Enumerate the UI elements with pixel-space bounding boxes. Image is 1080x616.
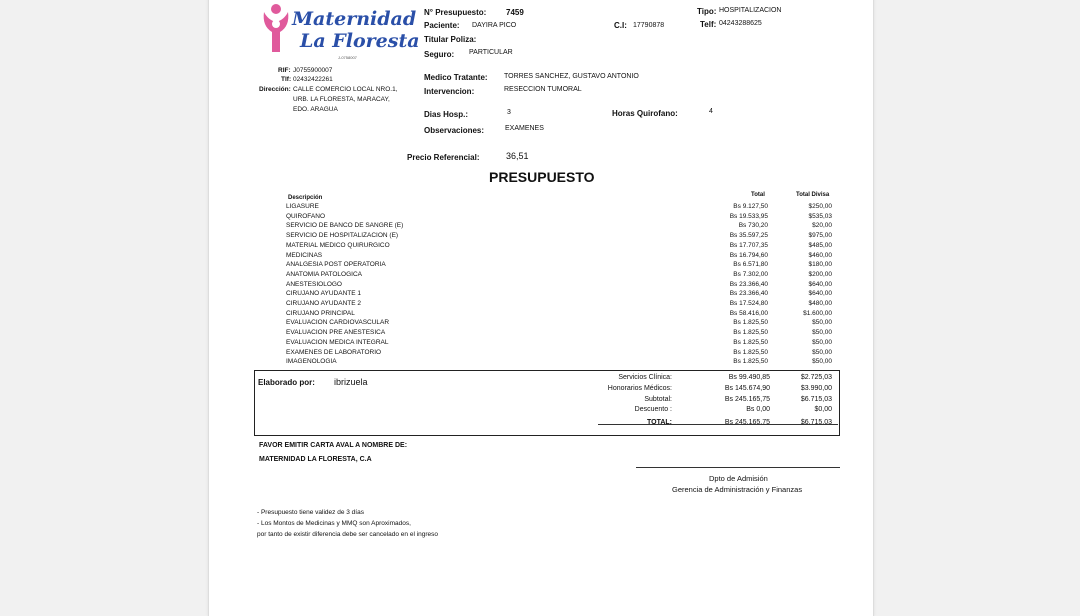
- row-bs: Bs 1.825,50: [733, 338, 768, 346]
- company-tlf-label: Tlf:: [281, 76, 292, 83]
- address-line3: EDO. ARAGUA: [293, 106, 338, 113]
- row-desc: CIRUJANO AYUDANTE 1: [286, 290, 362, 298]
- table-row: [0, 271, 1080, 281]
- titular-label: Titular Poliza:: [424, 35, 477, 44]
- row-usd: $50,00: [812, 358, 832, 366]
- presupuesto-label: N° Presupuesto:: [424, 8, 487, 17]
- tipo-value: HOSPITALIZACION: [719, 7, 782, 14]
- maternity-logo-icon: [258, 2, 294, 54]
- row-bs: Bs 19.533,95: [729, 212, 768, 220]
- horas-value: 4: [709, 108, 713, 115]
- note-diferencia: por tanto de existir diferencia debe ser cancelado en el ingreso: [257, 531, 439, 538]
- table-row: [0, 290, 1080, 300]
- logo-text-line2: La Floresta: [300, 30, 420, 52]
- row-usd: $485,00: [808, 241, 832, 249]
- precio-value: 36,51: [506, 151, 529, 161]
- row-bs: Bs 9.127,50: [733, 203, 768, 210]
- table-row: [0, 261, 1080, 271]
- summary-usd: $3.990,00: [800, 384, 832, 392]
- row-bs: Bs 16.794,60: [729, 251, 768, 259]
- row-usd: $50,00: [812, 329, 832, 337]
- summary-label: Subtotal:: [644, 395, 672, 403]
- table-row: [0, 358, 1080, 368]
- carta-aval-line2: MATERNIDAD LA FLORESTA, C.A: [259, 456, 372, 463]
- tipo-label: Tipo:: [697, 7, 717, 16]
- table-row: [0, 242, 1080, 252]
- seguro-label: Seguro:: [424, 50, 455, 59]
- row-desc: EVALUACION PRE ANESTESICA: [286, 329, 386, 337]
- table-row: [0, 300, 1080, 310]
- row-desc: EXAMENES DE LABORATORIO: [286, 348, 382, 356]
- row-bs: Bs 730,20: [738, 222, 768, 230]
- col-header-total-divisa: Total Divisa: [796, 192, 830, 198]
- row-desc: SERVICIO DE HOSPITALIZACION (E): [286, 232, 399, 240]
- carta-aval-line1: FAVOR EMITIR CARTA AVAL A NOMBRE DE:: [259, 442, 408, 449]
- medico-label: Medico Tratante:: [424, 73, 488, 82]
- col-header-descripcion: Descripción: [288, 195, 323, 201]
- document-title: PRESUPUESTO: [489, 169, 595, 185]
- dpto-admision: Dpto de Admisión: [709, 474, 768, 483]
- elaborado-value: ibrizuela: [334, 377, 368, 387]
- summary-label: Descuento :: [634, 406, 672, 414]
- row-usd: $1.600,00: [803, 309, 832, 317]
- row-usd: $50,00: [812, 348, 832, 356]
- table-row: [0, 281, 1080, 291]
- telf-value: 04243288625: [719, 20, 762, 27]
- summary-label: Honorarios Médicos:: [607, 384, 672, 392]
- dias-label: Dias Hosp.:: [424, 110, 469, 119]
- row-bs: Bs 17.524,80: [729, 300, 768, 307]
- summary-bs: Bs 245.165,75: [724, 419, 770, 427]
- intervencion-label: Intervencion:: [424, 87, 475, 96]
- dias-value: 3: [507, 109, 511, 116]
- row-desc: QUIROFANO: [286, 212, 326, 220]
- summary-bs: Bs 99.490,85: [728, 374, 770, 381]
- row-desc: IMAGENOLOGIA: [286, 358, 337, 366]
- summary-usd: $6.715,03: [800, 395, 832, 403]
- logo-text-line1: Maternidad: [292, 8, 417, 30]
- row-desc: MEDICINAS: [286, 251, 323, 259]
- horas-label: Horas Quirofano:: [612, 109, 678, 118]
- row-bs: Bs 23.366,40: [729, 280, 768, 288]
- row-bs: Bs 23.366,40: [729, 290, 768, 298]
- table-row: [0, 203, 1080, 213]
- row-usd: $460,00: [808, 251, 832, 259]
- elaborado-label: Elaborado por:: [258, 378, 315, 387]
- presupuesto-value: 7459: [506, 8, 524, 17]
- row-usd: $50,00: [812, 319, 832, 327]
- row-bs: Bs 1.825,50: [733, 319, 768, 327]
- row-usd: $640,00: [808, 290, 832, 298]
- row-usd: $50,00: [812, 338, 832, 346]
- summary-label: Servicios Clínica:: [618, 374, 672, 381]
- logo-tag: J-0758007: [338, 55, 357, 60]
- table-row: [0, 232, 1080, 242]
- rif-value: J0755900007: [293, 67, 333, 74]
- table-row: [0, 222, 1080, 232]
- summary-bs: Bs 0,00: [746, 406, 770, 414]
- row-usd: $535,03: [808, 212, 832, 220]
- table-row: [0, 349, 1080, 359]
- table-row: [0, 310, 1080, 320]
- row-usd: $200,00: [808, 270, 832, 278]
- row-desc: SERVICIO DE BANCO DE SANGRE (E): [286, 222, 404, 230]
- summary-usd: $6.715,03: [800, 419, 832, 427]
- address-line2: URB. LA FLORESTA, MARACAY,: [293, 96, 390, 103]
- summary-label: TOTAL:: [646, 419, 672, 427]
- row-desc: MATERIAL MEDICO QUIRURGICO: [286, 241, 390, 249]
- row-desc: CIRUJANO AYUDANTE 2: [286, 300, 362, 307]
- signature-line: [636, 467, 840, 468]
- row-bs: Bs 1.825,50: [733, 348, 768, 356]
- intervencion-value: RESECCION TUMORAL: [504, 86, 582, 93]
- row-usd: $480,00: [808, 300, 832, 307]
- row-usd: $20,00: [812, 222, 832, 230]
- table-row: [0, 213, 1080, 223]
- table-row: [0, 339, 1080, 349]
- summary-usd: $2.725,03: [800, 374, 832, 381]
- summary-bs: Bs 245.165,75: [724, 395, 770, 403]
- row-bs: Bs 1.825,50: [733, 358, 768, 366]
- rif-label: RIF:: [278, 67, 291, 74]
- row-usd: $180,00: [808, 261, 832, 269]
- company-tlf-value: 02432422261: [293, 76, 333, 83]
- address-label: Dirección:: [259, 86, 291, 93]
- medico-value: TORRES SANCHEZ, GUSTAVO ANTONIO: [504, 73, 639, 80]
- row-desc: ANESTESIOLOGO: [286, 280, 342, 288]
- telf-label: Telf:: [700, 20, 717, 29]
- paciente-value: DAYIRA PICO: [472, 22, 517, 29]
- table-row: [0, 319, 1080, 329]
- row-usd: $640,00: [808, 280, 832, 288]
- row-bs: Bs 6.571,80: [733, 261, 768, 269]
- observaciones-value: EXAMENES: [505, 125, 544, 132]
- table-row: [0, 329, 1080, 339]
- observaciones-label: Observaciones:: [424, 126, 485, 135]
- seguro-value: PARTICULAR: [469, 49, 513, 56]
- summary-usd: $0,00: [814, 406, 832, 414]
- paciente-label: Paciente:: [424, 21, 460, 30]
- note-validez: - Presupuesto tiene validez de 3 días: [257, 509, 364, 516]
- table-row: [0, 252, 1080, 262]
- row-usd: $975,00: [808, 232, 832, 240]
- row-bs: Bs 1.825,50: [733, 329, 768, 337]
- row-bs: Bs 17.707,35: [729, 241, 768, 249]
- row-desc: EVALUACION MEDICA INTEGRAL: [286, 338, 389, 346]
- ci-label: C.I:: [614, 21, 627, 30]
- total-divider: [598, 424, 838, 425]
- row-bs: Bs 35.597,25: [729, 232, 768, 240]
- row-desc: ANATOMIA PATOLOGICA: [286, 270, 362, 278]
- gerencia: Gerencia de Administración y Finanzas: [672, 485, 803, 494]
- row-desc: ANALGESIA POST OPERATORIA: [286, 261, 386, 269]
- row-desc: LIGASURE: [286, 203, 319, 210]
- row-usd: $250,00: [808, 203, 832, 210]
- note-montos: - Los Montos de Medicinas y MMQ son Aproximados,: [257, 520, 411, 527]
- col-header-total: Total: [751, 192, 765, 198]
- row-bs: Bs 7.302,00: [733, 270, 768, 278]
- ci-value: 17790878: [633, 22, 665, 29]
- precio-label: Precio Referencial:: [407, 153, 480, 162]
- row-desc: EVALUACION CARDIOVASCULAR: [286, 319, 390, 327]
- row-bs: Bs 58.416,00: [729, 309, 768, 317]
- row-desc: CIRUJANO PRINCIPAL: [286, 309, 355, 317]
- address-line1: CALLE COMERCIO LOCAL NRO.1,: [293, 86, 398, 93]
- summary-bs: Bs 145.674,90: [724, 384, 770, 392]
